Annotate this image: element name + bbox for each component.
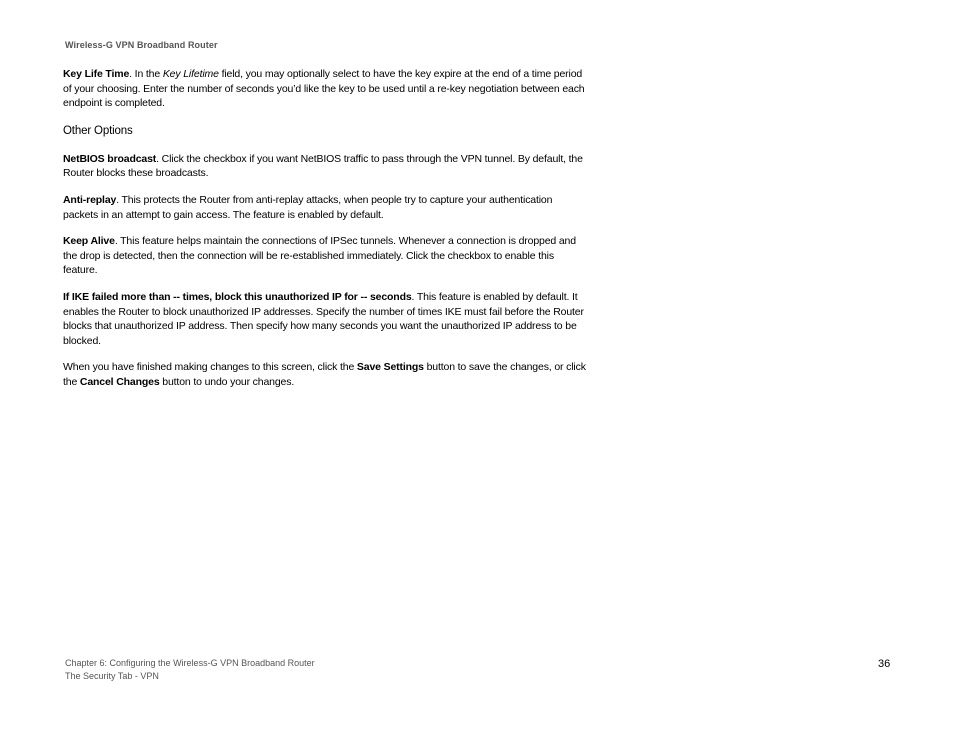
keep-alive-text: . This feature helps maintain the connections of IPSec tunnels. Whenever a connection is dropped and the drop is detected, then the connection will be re-established immediately. Click the checkbox to enable this feature.: [63, 235, 576, 277]
anti-replay-term: Anti-replay: [63, 193, 117, 206]
anti-replay-text: . This protects the Router from anti-replay attacks, when people try to capture your authentication packets in an attempt to gain access. The feature is enabled by default.: [63, 193, 553, 221]
footer-chapter: Chapter 6: Configuring the Wireless-G VPN Broadband Router: [65, 658, 315, 668]
key-life-time-text-1: . In the: [129, 68, 163, 80]
keep-alive-paragraph: [63, 234, 588, 278]
running-header: Wireless-G VPN Broadband Router: [65, 40, 218, 50]
anti-replay-paragraph: [63, 193, 588, 222]
netbios-term: NetBIOS broadcast: [63, 152, 157, 165]
ike-failed-term: If IKE failed more than -- times, block this unauthorized IP for -- seconds: [63, 290, 412, 303]
save-settings-term: Save Settings: [356, 361, 424, 374]
footer-section: The Security Tab - VPN: [65, 670, 159, 681]
main-content: [63, 67, 588, 402]
finish-text-2: button to save the changes, or click the: [63, 361, 586, 388]
netbios-text: . Click the checkbox if you want NetBIOS traffic to pass through the VPN tunnel. By default, the Router blocks these broadcasts.: [63, 152, 583, 180]
cancel-changes-term: Cancel Changes: [79, 375, 160, 388]
key-lifetime-field-name: Key Lifetime: [162, 68, 219, 80]
other-options-heading: Other Options: [63, 124, 133, 137]
finish-text-1: When you have finished making changes to this screen, click the: [63, 361, 357, 374]
netbios-paragraph: [63, 152, 588, 181]
finish-paragraph: [63, 360, 588, 389]
ike-failed-paragraph: [63, 290, 588, 348]
key-life-time-text-2: field, you may optionally select to have the key expire at the end of a time period of your choosing. Enter the number of seconds you’d like the key to be used until a re-key negotiation between each endpoint is completed.: [63, 68, 585, 110]
key-life-time-term: Key Life Time: [63, 68, 130, 80]
ike-failed-text: . This feature is enabled by default. It enables the Router to block unauthorized IP addresses. Specify the number of times IKE must fail before the Router blocks that unauthorized IP address. Then specify how many seconds you want the unauthorized IP address to be blocked.: [63, 290, 584, 347]
page-number: 36: [878, 658, 891, 670]
key-life-time-paragraph: [63, 67, 588, 111]
finish-text-3: button to undo your changes.: [159, 375, 295, 388]
page-footer: [65, 657, 315, 682]
keep-alive-term: Keep Alive: [63, 235, 115, 248]
